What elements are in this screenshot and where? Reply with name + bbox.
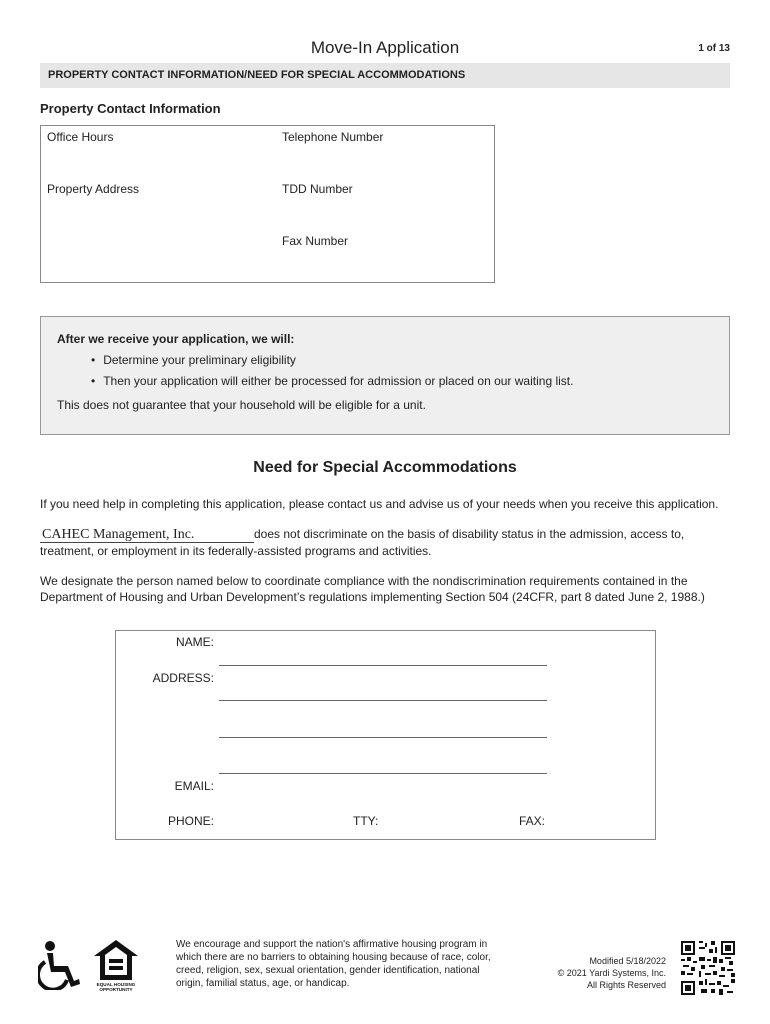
rights-reserved: All Rights Reserved — [586, 980, 666, 990]
svg-text:OPPORTUNITY: OPPORTUNITY — [99, 987, 133, 992]
info-lead: After we receive your application, we will: — [57, 332, 295, 346]
designation-paragraph: We designate the person named below to coordinate compliance with the nondiscrimination requirements contained in the Department of Housing and Urban Development’s regulations implementing Section 504 (24CFR, part 8 dated June 2, 1988.) — [40, 574, 705, 604]
info-bullet: • Then your application will either be processed for admission or placed on our waiting list. — [91, 374, 713, 388]
address-line-1[interactable] — [219, 700, 547, 701]
name-line[interactable] — [219, 665, 547, 666]
modified-date: Modified 5/18/2022 — [589, 956, 666, 966]
fax-coordinator-label: FAX: — [519, 814, 546, 828]
info-note: This does not guarantee that your household will be eligible for a unit. — [57, 398, 426, 412]
coordinator-box — [115, 630, 656, 840]
phone-label: PHONE: — [167, 814, 214, 828]
fax-label: Fax Number — [282, 234, 349, 248]
info-list — [91, 353, 713, 388]
application-info-box — [40, 316, 730, 435]
property-address-label: Property Address — [47, 182, 140, 196]
footer-meta — [540, 955, 666, 991]
address-line-2[interactable] — [219, 737, 547, 738]
nondiscrimination-text: does not discriminate on the basis of disability status in the admission, access to, — [254, 527, 685, 541]
document-title: Move-In Application — [310, 38, 460, 57]
address-line-3[interactable] — [219, 773, 547, 774]
accommodations-heading: Need for Special Accommodations — [253, 459, 517, 476]
wheelchair-icon — [38, 940, 86, 990]
office-hours-label: Office Hours — [47, 130, 114, 144]
nondiscrimination-paragraph — [40, 526, 730, 559]
tty-label: TTY: — [353, 814, 379, 828]
svg-text:EQUAL HOUSING: EQUAL HOUSING — [96, 982, 136, 987]
property-address-field[interactable] — [41, 178, 276, 282]
telephone-field[interactable] — [276, 126, 494, 178]
affirmative-housing-statement: We encourage and support the nation's affirmative housing program in which there are no barriers to obtaining housing because of race, color, creed, religion, sex, sexual orientation, gender identification, national origin, familial status, age, or handicap. — [176, 939, 491, 989]
name-label: NAME: — [175, 635, 214, 649]
office-hours-field[interactable] — [41, 126, 276, 178]
help-paragraph: If you need help in completing this application, please contact us and advise us of your needs when you receive this application. — [40, 497, 719, 511]
qr-code-icon — [681, 941, 735, 995]
tdd-field[interactable] — [276, 178, 494, 230]
section-bar: PROPERTY CONTACT INFORMATION/NEED FOR SPECIAL ACCOMMODATIONS — [40, 63, 730, 88]
property-contact-heading: Property Contact Information — [40, 101, 221, 116]
copyright: © 2021 Yardi Systems, Inc. — [557, 968, 666, 978]
equal-housing-icon — [92, 938, 140, 993]
email-label: EMAIL: — [174, 779, 214, 793]
page-number: 1 of 13 — [698, 43, 730, 54]
fax-field[interactable] — [276, 230, 494, 282]
nondiscrimination-text-line2: treatment, or employment in its federally-assisted programs and activities. — [40, 544, 432, 558]
tdd-label: TDD Number — [282, 182, 353, 196]
telephone-label: Telephone Number — [282, 130, 384, 144]
address-label: ADDRESS: — [152, 671, 214, 685]
info-bullet: • Determine your preliminary eligibility — [91, 353, 713, 367]
property-contact-table — [40, 125, 495, 283]
company-name-field[interactable]: CAHEC Management, Inc. — [40, 528, 254, 543]
